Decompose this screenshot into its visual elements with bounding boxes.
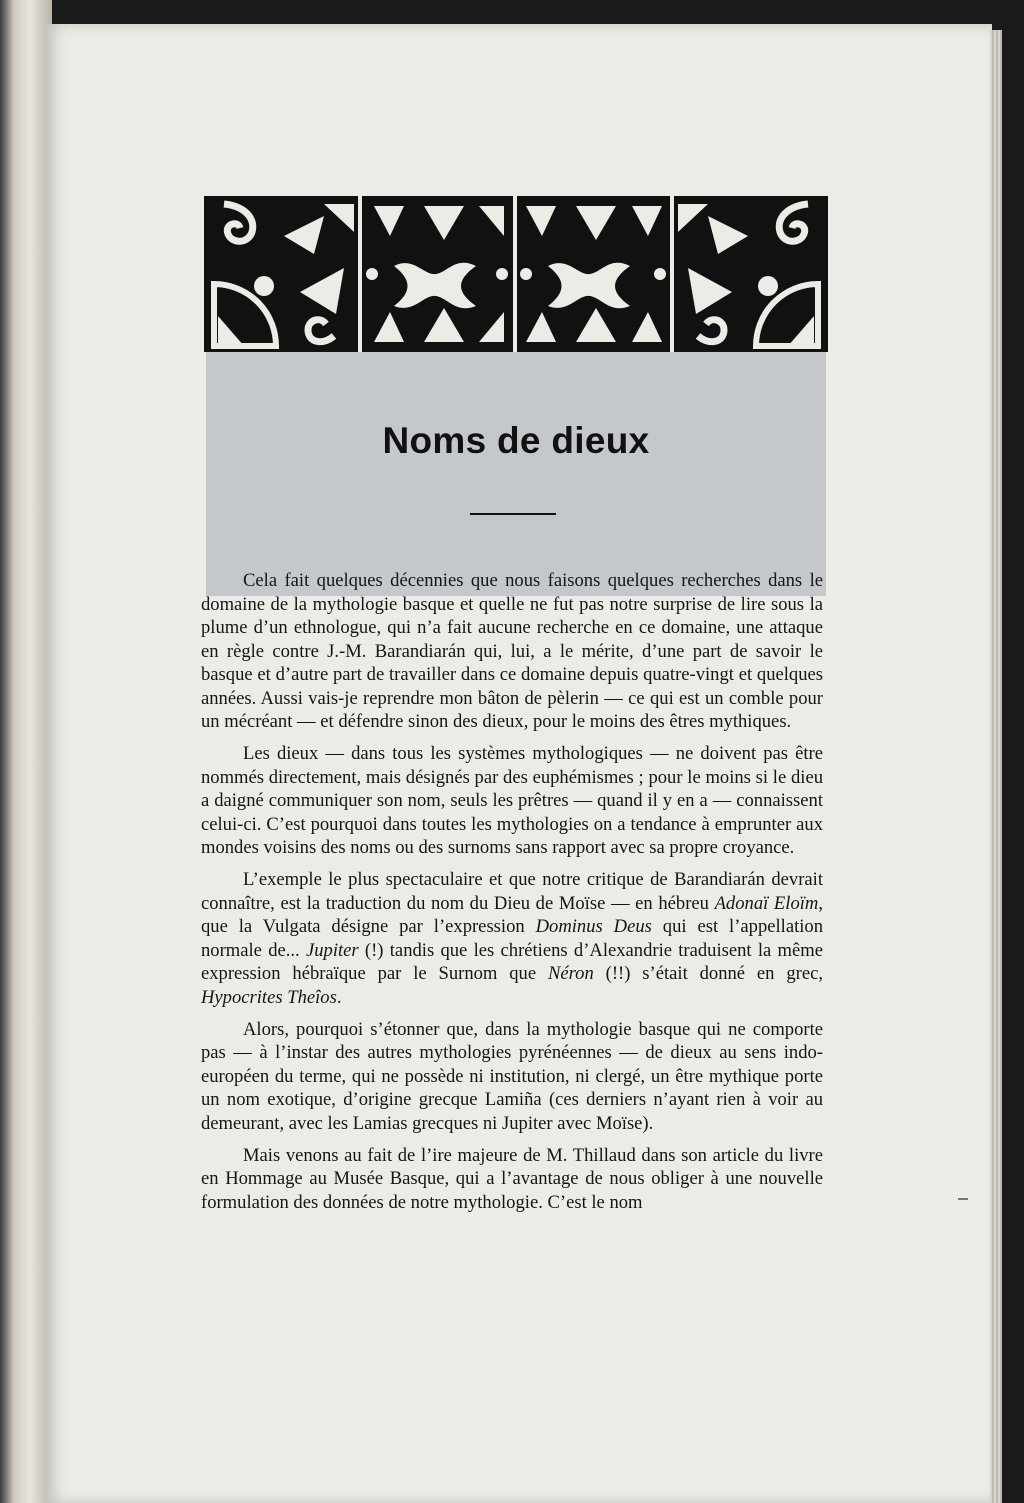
text-run: Mais venons au fait de l’ire majeure de M. Thillaud dans son article du livre en Hommage au Musée Basque, qui a l’avantage de nous obliger à une nouvelle formulation des données de notre mythologie. C’est le nom	[201, 1144, 823, 1213]
text-run: .	[336, 986, 342, 1008]
text-run: Cela fait quelques décennies que nous faisons quelques recherches dans le domaine de la mythologie basque et quelle ne fut pas notre surprise de lire sous la plume d’un ethnologue, qui n’a fait aucune recherche en ce domaine, une attaque en règle contre J.-M. Barandiarán qui, lui, a le mérite, d’une part de savoir le basque et d’autre part de travailler dans ce domaine depuis quatre-vingt et quelques années. Aussi vais-je reprendre mon bâton de pèlerin — ce qui est un comble pour un mécréant — et défendre sinon des dieux, pour le moins des êtres mythiques.	[201, 570, 823, 732]
text-run: Alors, pourquoi s’étonner que, dans la mythologie basque qui ne comporte pas — à l’instar des autres mythologies pyrénéennes — de dieux au sens indo-européen du terme, qui ne possède ni institution, ni clergé, un être mythique porte un nom exotique, d’origine grecque Lamiña (ces derniers n’ayant rien à voir au demeurant, avec les Lamias grecques ni Jupiter avec Moïse).	[201, 1018, 823, 1134]
paragraph	[201, 742, 823, 860]
paragraph	[201, 569, 823, 734]
title-background-panel	[206, 352, 826, 596]
left-page-edge	[0, 0, 52, 1503]
article-body	[201, 569, 823, 1214]
text-run: qui est l’appellation normale de...	[201, 916, 824, 961]
page-title: Noms de dieux	[382, 420, 650, 461]
margin-mark	[958, 1198, 968, 1200]
paragraph	[201, 1018, 823, 1136]
text-run: (!) tandis que les chrétiens d’Alexandrie traduisent la même expression hébraïque par le Surnom que	[201, 939, 823, 984]
paragraph	[201, 1144, 823, 1215]
italic-term: Hypocrites Theîos	[201, 986, 337, 1008]
italic-term: Adonaï Eloïm	[714, 892, 819, 914]
text-run: (!!) s’était donné en grec,	[593, 963, 823, 984]
text-run: , que la Vulgata désigne par l’expression	[201, 892, 823, 937]
text-run: Les dieux — dans tous les systèmes mythologiques — ne doivent pas être nommés directement, mais désignés par des euphémismes ; pour le moins si le dieu a daigné communiquer son nom, seuls les prêtres — quand il y en a — connaissent celui-ci. C’est pourquoi dans toutes les mythologies on a tendance à emprunter aux mondes voisins des noms ou des surnoms sans rapport avec sa propre croyance.	[201, 743, 823, 858]
italic-term: Jupiter	[305, 939, 359, 961]
paragraph	[201, 868, 823, 1009]
basque-frieze-icon	[204, 196, 828, 352]
italic-term: Néron	[547, 963, 594, 984]
italic-term: Dominus Deus	[535, 916, 652, 937]
title-rule	[470, 513, 556, 515]
text-run: L’exemple le plus spectaculaire et que notre critique de Barandiarán devrait connaître, est la traduction du nom du Dieu de Moïse — en hébreu	[201, 869, 823, 914]
page-stack-edges	[990, 30, 1002, 1503]
